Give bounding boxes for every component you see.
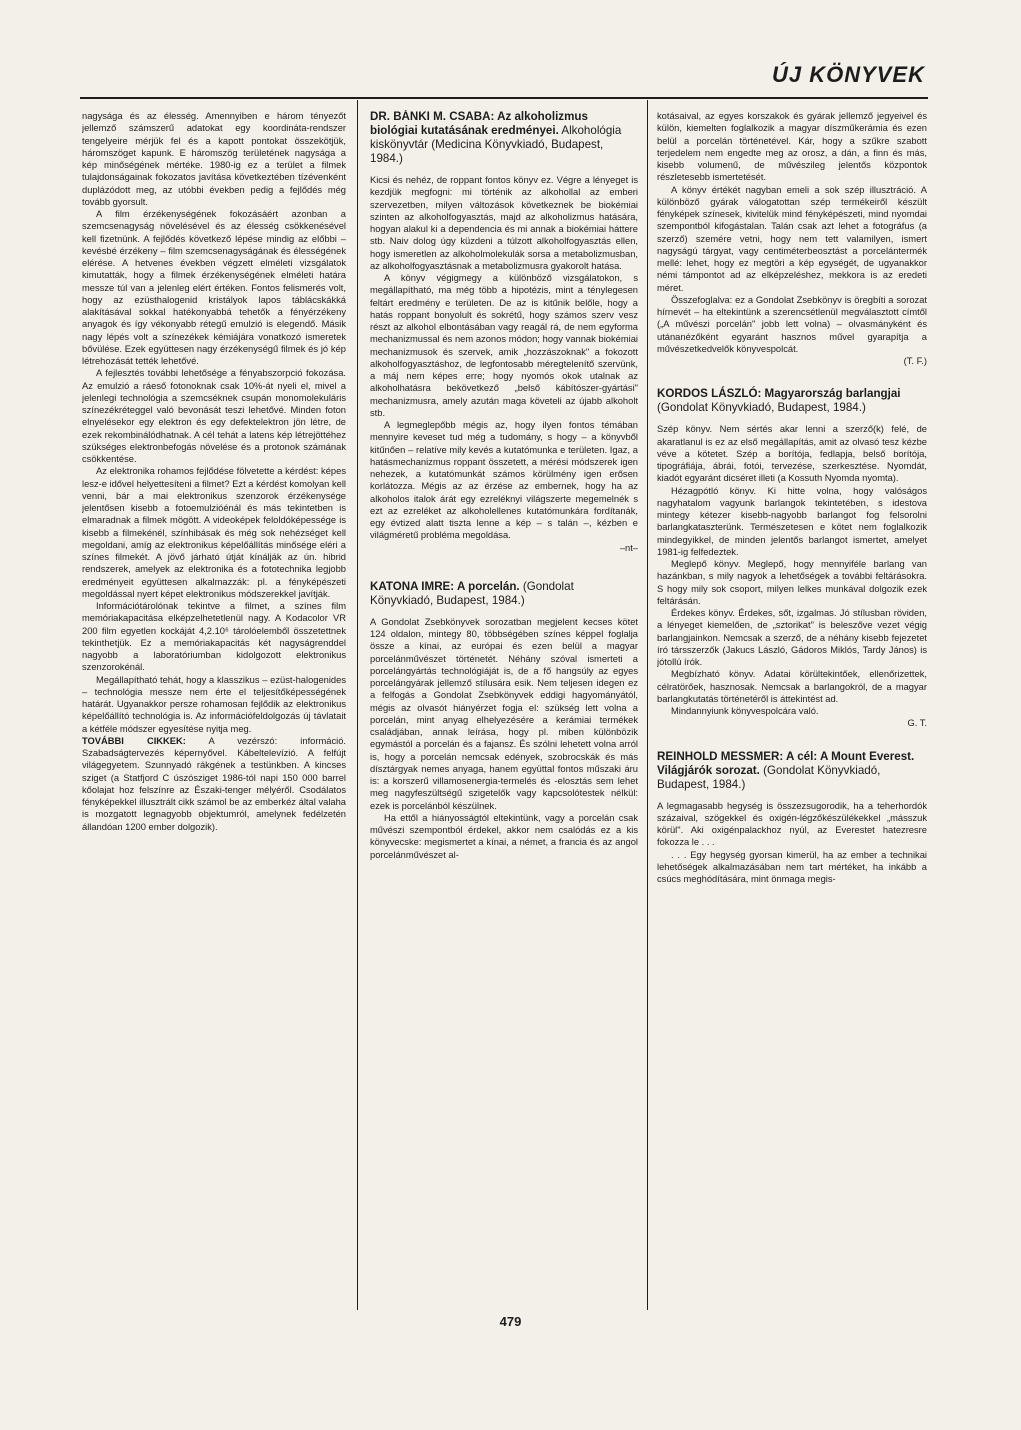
paragraph: Megállapítható tehát, hogy a klasszikus – ezüst-halogenides – technológia messze nem érte el teljesítőképességének határát. Ugyanakkor persze rohamosan fejlődik az elektronikus képelőállító technológia is. Az információfeldolgozás új távlatait a kétféle módszer egyesítése nyitja meg.	[82, 674, 346, 734]
review-title	[657, 750, 927, 792]
paragraph: Összefoglalva: ez a Gondolat Zsebkönyv is öregbíti a sorozat hírnevét – ha eltekintünk a szerencsétlenül megválasztott címtől („A művészi porcelán" jobb lett volna) – olvasmányként és utánanézőként egyaránt hasznos művel gyarapítja a művészetkedvelők könyvespolcát.	[657, 294, 927, 354]
review-title	[370, 580, 638, 608]
page-number: 479	[499, 1314, 522, 1329]
paragraph: A legmeglepőbb mégis az, hogy ilyen fontos témában mennyire keveset tud még a tudomány, s hogy – a könyvből kitűnően – relatíve mily kevés a kutatómunka e területen. Igaz, a hatásmechanizmus roppant összetett, a mérési módszerek igen nehezek, a kutatómunkát számos körülmény igen erősen korlátozza. Mégis az az érzése az embernek, hogy ha az alkoholos italok árát egy ezreléknyi világszerte megemelnék s ezt az ezreléket az alkoholellenes kutatómunkára fordítanák, egy évtized alatt tiszta lenne a kép – s talán –, kézben e világméretű probléma megoldása.	[370, 420, 638, 541]
paragraph: A legmagasabb hegység is összezsugorodik, ha a teherhordók százaival, szögekkel és oxigén-légzőkészülékekkel „másszuk körül". Aki oxigénpalackhoz nyúl, az Everestet hatezresre fokozza le . . .	[657, 800, 927, 848]
section-header: ÚJ KÖNYVEK	[771, 62, 925, 87]
review-signature: –nt–	[619, 542, 638, 553]
further-articles-label: TOVÁBBI CIKKEK:	[82, 735, 186, 746]
review-title-bold: KATONA IMRE: A porcelán.	[370, 579, 520, 593]
paragraph: Az elektronika rohamos fejlődése fölvetette a kérdést: képes lesz-e idővel helyettesíteni a filmet? Ezt a kérdést komolyan kell venni, bár a mai elektronikus szenzorok érzékenysége jelentősen kisebb a fotoemulzióénál és más tekintetben is elmaradnak a filmek mögött. A videoképek feloldóképessége is kisebb a filmekénél, színhibásak és még sok nehézséget kell megoldani, amíg az elektronikus képelőállítás minősége eléri a színes filmekét. A jövő járható útját kínálják az ún. hibrid rendszerek, amelyek az elektronika és a fototechnika legjobb eredményeit együttesen alkalmazzák: pl. a fényképészeti megoldással nyert képet elektronikus módszerekkel javítják.	[82, 466, 346, 599]
column-divider-2	[647, 100, 648, 1310]
paragraph: Információtárolónak tekintve a filmet, a színes film memóriakapacitása elképzelhetetlenül nagy. A Kodacolor VR 200 film egyetlen kockáját 4,2.10⁶ tárolóelemből összetettnek tekinthetjük. Ez a memóriakapacitás két nagyságrenddel nagyobb a laboratóriumban kidolgozott elektronikus szenzorokénál.	[82, 601, 346, 673]
review-title-rest: Alkohológia kiskönyvtár (Medicina Könyvkiadó, Budapest, 1984.)	[370, 124, 622, 165]
review-signature: (T. F.)	[903, 356, 927, 366]
paragraph: A fejlesztés további lehetősége a fényabszorpció fokozása. Az emulzió a ráeső fotonoknak csak 10%-át nyeli el, mivel a jelenlegi technológia a szemcséknek csupán monomolekuláris színezékréteggel való bevonását teszi lehetővé. Minden foton elnyelésekor egy elektron és egy defektelektron jön létre, de ezek rekombinálódhatnak. A cél tehát a latens kép létrejöttéhez szükséges elektronbefogás növelése és a protonok számának csökkentése.	[82, 368, 346, 464]
further-articles-text: A vezérszó: információ. Szabadságtervezés képernyővel. Kábeltelevízió. A felfújt világegyetem. Szunnyadó rákgének a testünkben. A kincses sziget (a Statfjord C úszósziget 1986-tól napi 150 000 barrel kőolajat hoz felszínre az Északi-tenger mélyéről. Csodálatos fényképekkel illusztrált cikk számol be az emberkéz által valaha is mozgatott legnagyobb objektumról, amelynek fedélzetén állandóan 1200 ember dolgozik).	[82, 735, 346, 832]
paragraph: A könyv értékét nagyban emeli a sok szép illusztráció. A különböző gyárak válogatottan szép termékeiről készült fényképek színesek, kivitelük mind fényképészeti, mind nyomdai szempontból kifogástalan. Talán csak azt lehet a fotográfus (a szerző) szemére vetni, hogy nem tett valamilyen, ismert nagyságú tárgyat, vagy centiméterbeosztást a porcelántermék mellé: lehet, hogy ez megtöri a kép egységét, de ugyanakkor némi támpontot ad az elképzeléshez, mekkora is az eredeti méret.	[657, 184, 927, 293]
review-title	[657, 387, 927, 415]
paragraph: Hézagpótló könyv. Ki hitte volna, hogy valóságos nagyhatalom vagyunk barlangok tekintetében, s idestova mintegy kétezer kisebb-nagyobb barlangot fog felsorolni barlangkataszterünk. Természetesen e kötet nem foglalkozik mindegyikkel, de minden jelentős barlangot ismertet, amelyet 1981-ig felfedeztek.	[657, 485, 927, 557]
review-title-rest: (Gondolat Könyvkiadó, Budapest, 1984.)	[657, 401, 866, 415]
review-signature: G. T.	[907, 718, 927, 729]
review-title-rest: (Gondolat Könyvkiadó, Budapest, 1984.)	[657, 763, 881, 791]
review-title	[370, 110, 638, 166]
review-title-bold: KORDOS LÁSZLÓ: Magyarország barlangjai	[657, 387, 901, 401]
paragraph: Megbízható könyv. Adatai körültekintőek, ellenőrizettek, célratörőek, hasznosak. Nemcsak a barlangokról, de a magyar barlangkutatás történetéről is áttekintést ad.	[657, 669, 927, 704]
further-articles	[82, 735, 346, 833]
paragraph: A Gondolat Zsebkönyvek sorozatban megjelent kecses kötet 124 oldalon, mintegy 80, többségében színes képpel foglalja össze a kínai, az európai és ezen belül a magyar porcelánművészet történetét. Néhány szóval ismerteti a porcelángyártás technológiáját is, de a fő hangsúly az egyes porcelángyárak jellemző stílusára esik. Nem teljesen idegen ez a felfogás a Gondolat Zsebkönyvek eddigi hagyományától, mégis az olvasót hiányérzet fogja el: szükség lett volna a porcelán, mint anyag elhelyezésére a kerámiai termékek családjában, annak leírása, hogy pl. miben különbözik egymástól a porcelán és a fajansz. És szólni lehetett volna arról is, hogy a porcelán nemcsak edények, szobrocskák és más dísztárgyak nemes anyaga, hanem együttal fontos műszaki áru is: a korszerű villamosenergia-termelés és -elosztás sem lehet meg nagyfeszültségű szigetelők vagy kapcsolótestek nélkül: ezek is porcelánból készülnek.	[370, 616, 638, 811]
paragraph: kotásaival, az egyes korszakok és gyárak jellemző jegyeivel és külön, kiemelten foglalkozik a magyar díszműkerámia és ezen belül a porcelán történetével. Kár, hogy a szűkre szabott terjedelem nem engedte meg az orosz, a dán, a finn és más, kisebb volumenű, de művészileg jelentős központok részletesebb ismertetését.	[657, 111, 927, 183]
review-title-bold: DR. BÁNKI M. CSABA: Az alkoholizmus biológiai kutatásának eredményei.	[370, 110, 588, 137]
paragraph: Mindannyiunk könyvespolcára való.	[671, 706, 819, 716]
paragraph: Meglepő könyv. Meglepő, hogy mennyiféle barlang van hazánkban, s mily nagyok a lehetőségek a további feltárásokra. S hogy mily sok csoport, milyen lelkes munkával dolgozik ezek feltárásán.	[657, 559, 927, 606]
paragraph: nagysága és az élesség. Amennyiben e három tényezőt jellemző számszerű adatokat egy koordináta-rendszer tengelyeire mérjük fel és a kapott pontokat összekötjük, háromszöget kapunk. E háromszög területének nagysága a kép minőségének mértéke. 1980-ig ez a terület a filmek tulajdonságainak fokozatos javítása következtében tízévenként duplázódott meg, az utóbbi években pedig a fejlődés még tovább gyorsult.	[82, 111, 346, 207]
column-divider-1	[357, 100, 358, 1310]
column-1	[82, 110, 346, 1310]
paragraph: Kicsi és nehéz, de roppant fontos könyv ez. Végre a lényeget is kezdjük megfogni: mi történik az alkohollal az emberi szervezetben, milyen változások következnek be biokémiai szinten az alkoholfogyasztás, majd az alkoholizmus hatására, hogyan alakul ki a dependencia és mi annak a biokémiai háttere stb. Naiv dolog úgy küzdeni a túlzott alkoholfogyasztás ellen, hogy ismeretlen az alkoholmolekulák sorsa a metabolizmusban, az alkoholfogyasztásnak a metabolizmusra gyakorolt hatása.	[370, 175, 638, 271]
paragraph: Érdekes könyv. Érdekes, sőt, izgalmas. Jó stílusban röviden, a lényeget kiemelően, de „sztorikat" is beleszőve vezet végig barlangjainkon. Nemcsak a szerző, de a néhány kisebb fejezetet író társszerzők (Jakucs László, Gádoros Miklós, Tardy János) is jótollú írók.	[657, 608, 927, 667]
review-title-bold: REINHOLD MESSMER: A cél: A Mount Everest. Világjárók sorozat.	[657, 749, 915, 777]
paragraph: Szép könyv. Nem sértés akar lenni a szerző(k) felé, de akaratlanul is ez az első megállapítás, amit az olvasó tesz kézbe véve a kötetet. Szép a borítója, fedlapja, belső borítója, tipográfiája, ábrái, fotói, tervezése, szerkesztése. Nyomdát, kiadót egyaránt dicséret illeti (a Kossuth Nyomda nyomta).	[657, 424, 927, 484]
column-2	[370, 110, 638, 1310]
paragraph: Ha ettől a hiányosságtól eltekintünk, vagy a porcelán csak művészi szempontból érdekel, akkor nem csalódás ez a kis könyvecske: megismertet a kínai, a német, a francia és az angol porcelánművészet al-	[370, 812, 638, 860]
paragraph: A könyv végigmegy a különböző vizsgálatokon, s megállapítható, ma még több a hipotézis, mint a ténylegesen feltárt eredmény e területen. De az is kitűnik belőle, hogy a hatás roppant bonyolult és sokrétű, hogy számos szerv vesz részt az alkohol elbontásában vagy reagál rá, de nem egyforma mechanizmussal és nem azonos módon; hogy vannak biokémiai mechanizmusok és szervek, amik „hozzászoknak" a fokozott alkoholfogyasztáshoz, de legfontosabb méregtelenítő szervünk, a máj nem képes erre; hogy nyomós okok utalnak az alkoholhatásra bekövetkező „belső kábítószer-gyártási" mechanizmusra, amely azután maga követeli az újabb alkoholt stb.	[370, 273, 638, 418]
header-rule	[80, 97, 928, 99]
column-3	[657, 110, 927, 1310]
review-title-rest: (Gondolat Könyvkiadó, Budapest, 1984.)	[370, 579, 574, 607]
paragraph: . . . Egy hegység gyorsan kimerül, ha az ember a technikai lehetőségek alkalmazásában nem tart mértéket, ha inkább a csúcs meghódítására, mint önmaga megis-	[657, 849, 927, 884]
paragraph: A film érzékenységének fokozásáért azonban a szemcsenagyság növelésével és az élesség csökkenésével kell fizetnünk. A fejlődés következő lépése mindig az előbbi – kevésbé érzékeny – film szemcsenagyságának és élességének elérése. A hetvenes években végzett elméleti vizsgálatok kimutatták, hogy a filmek érzékenységének elméleti határa messze túl van a jelenleg elért értéken. Fontos felismerés volt, hogy az ezüsthalogenid kristályok lapos táblácskákká alakításával sokkal hatékonyabbá tehetők a fényérzékeny anyagok és így vékonyabb rétegű emulzió is elegendő. Másik nagy lépés volt a színezékek kémiájára vonatkozó ismeretek bővülése. Ezek együttesen nagy érzékenységű filmek és jó kép létrehozását tették lehetővé.	[82, 209, 346, 366]
